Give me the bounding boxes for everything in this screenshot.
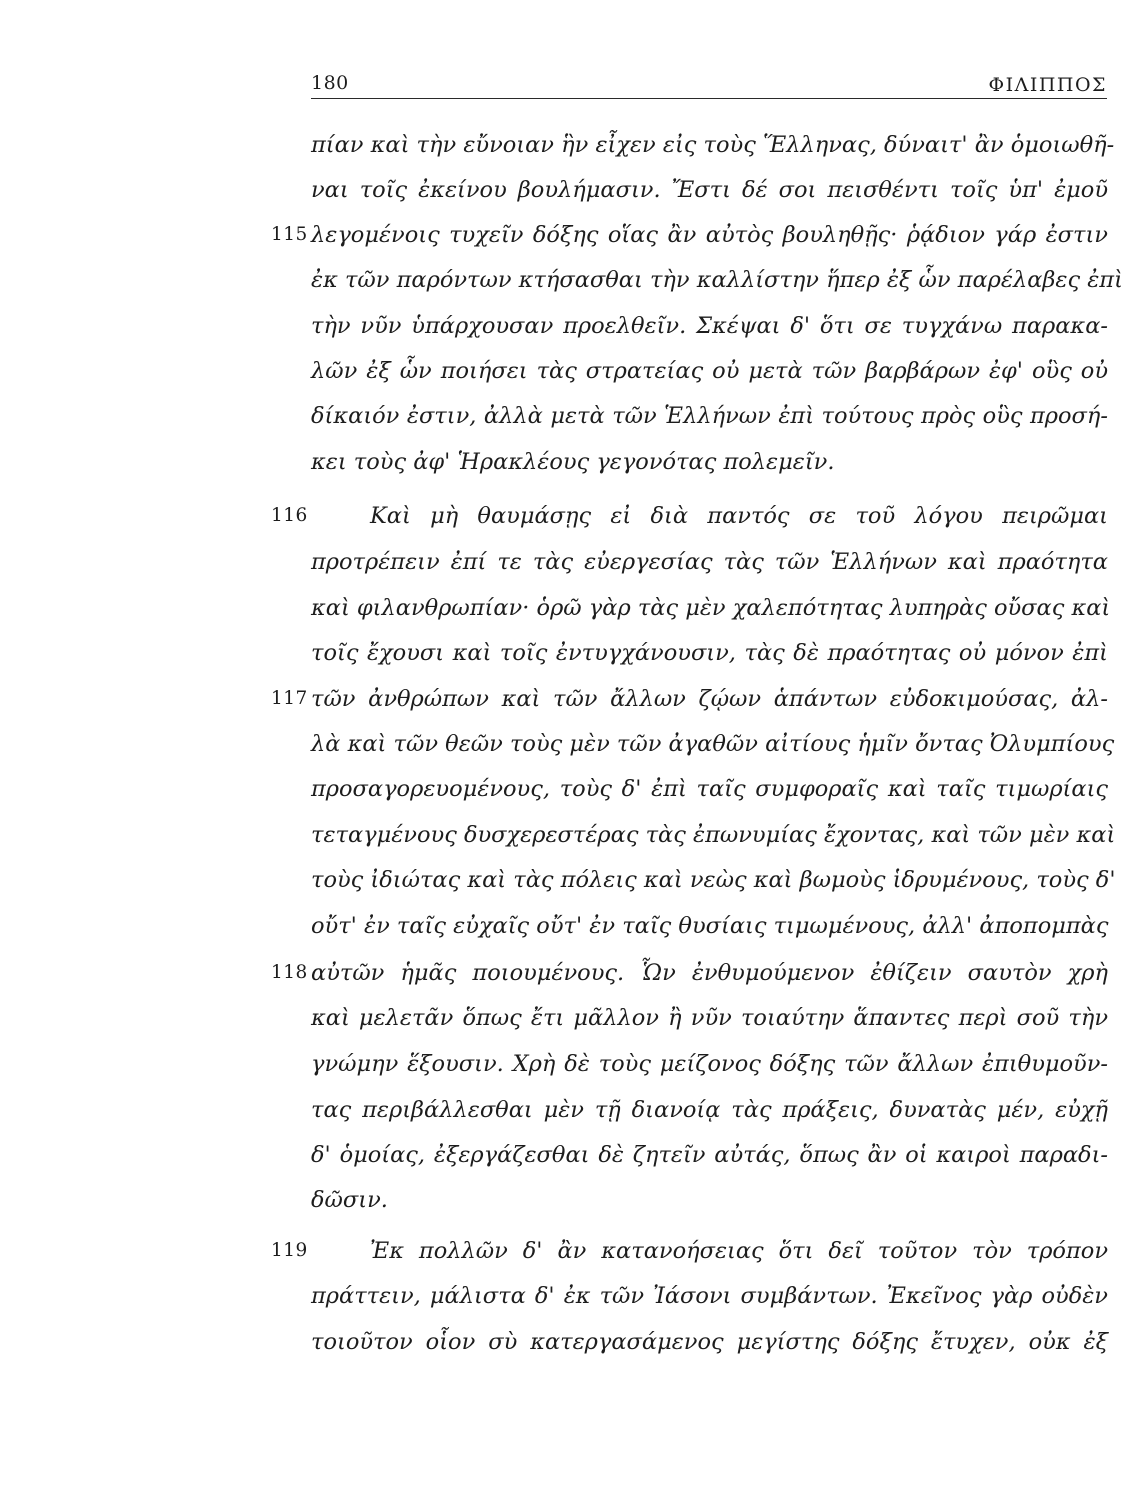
line-number: 118 [271,962,308,983]
text-line: τας περιβάλλεσθαι μὲν τῇ διανοίᾳ τὰς πράξεις, δυνατὰς μέν, εὐχῇ [311,1097,1108,1123]
text-line: τῶν ἀνθρώπων καὶ τῶν ἄλλων ζῴων ἁπάντων εὐδοκιμούσας, ἀλ- [311,686,1108,712]
text-line: τοιοῦτον οἷον σὺ κατεργασάμενος μεγίστης δόξης ἔτυχεν, οὐκ ἐξ [311,1329,1108,1355]
text-line: λὰ καὶ τῶν θεῶν τοὺς μὲν τῶν ἀγαθῶν αἰτίους ἡμῖν ὄντας Ὀλυμπίους [311,731,1115,757]
text-line: αὐτῶν ἡμᾶς ποιουμένους. Ὧν ἐνθυμούμενον ἐθίζειν σαυτὸν χρὴ [311,960,1108,986]
line-number: 119 [271,1240,308,1261]
text-line: προσαγορευομένους, τοὺς δ' ἐπὶ ταῖς συμφοραῖς καὶ ταῖς τιμωρίαις [311,776,1108,802]
page-number: 180 [311,72,349,94]
text-line: τεταγμένους δυσχερεστέρας τὰς ἐπωνυμίας ἔχοντας, καὶ τῶν μὲν καὶ [311,822,1116,848]
text-line: καὶ μελετᾶν ὅπως ἔτι μᾶλλον ἢ νῦν τοιαύτην ἅπαντες περὶ σοῦ τὴν [311,1005,1108,1031]
text-line: ναι τοῖς ἐκείνου βουλήμασιν. Ἔστι δέ σοι πεισθέντι τοῖς ὑπ' ἐμοῦ [311,177,1108,203]
text-line: λεγομένοις τυχεῖν δόξης οἵας ἂν αὐτὸς βουληθῇς· ῥᾴδιον γάρ ἐστιν [311,222,1108,248]
text-line: πράττειν, μάλιστα δ' ἐκ τῶν Ἰάσονι συμβάντων. Ἐκεῖνος γὰρ οὐδὲν [311,1283,1108,1309]
text-line: οὔτ' ἐν ταῖς εὐχαῖς οὔτ' ἐν ταῖς θυσίαις τιμωμένους, ἀλλ' ἀποπομπὰς [311,913,1109,939]
text-line: τὴν νῦν ὑπάρχουσαν προελθεῖν. Σκέψαι δ' ὅτι σε τυγχάνω παρακα- [311,313,1108,339]
running-title: ΦΙΛΙΠΠΟΣ [988,74,1107,96]
text-line: τοὺς ἰδιώτας καὶ τὰς πόλεις καὶ νεὼς καὶ βωμοὺς ἱδρυμένους, τοὺς δ' [311,867,1116,893]
text-line: Καὶ μὴ θαυμάσῃς εἰ διὰ παντός σε τοῦ λόγου πειρῶμαι [370,503,1108,529]
line-number: 115 [271,224,308,245]
text-line: τοῖς ἔχουσι καὶ τοῖς ἐντυγχάνουσιν, τὰς δὲ πραότητας οὐ μόνον ἐπὶ [311,640,1108,666]
text-line: ἐκ τῶν παρόντων κτήσασθαι τὴν καλλίστην ἥπερ ἐξ ὧν παρέλαβες ἐπὶ [311,267,1123,293]
text-line: δ' ὁμοίας, ἐξεργάζεσθαι δὲ ζητεῖν αὐτάς, ὅπως ἂν οἱ καιροὶ παραδι- [311,1142,1108,1168]
text-line: κει τοὺς ἀφ' Ἡρακλέους γεγονότας πολεμεῖν. [311,449,835,475]
text-line: πίαν καὶ τὴν εὔνοιαν ἣν εἶχεν εἰς τοὺς Ἕλληνας, δύναιτ' ἂν ὁμοιωθῆ- [311,132,1115,158]
text-line: λῶν ἐξ ὧν ποιήσει τὰς στρατείας οὐ μετὰ τῶν βαρβάρων ἐφ' οὓς οὐ [311,358,1108,384]
text-line: καὶ φιλανθρωπίαν· ὁρῶ γὰρ τὰς μὲν χαλεπότητας λυπηρὰς οὔσας καὶ [311,595,1111,621]
header-rule [311,98,1107,99]
text-line: γνώμην ἕξουσιν. Χρὴ δὲ τοὺς μείζονος δόξης τῶν ἄλλων ἐπιθυμοῦν- [311,1051,1108,1077]
line-number: 117 [271,688,308,709]
line-number: 116 [271,505,308,526]
text-line: δῶσιν. [311,1187,388,1213]
text-line: Ἐκ πολλῶν δ' ἂν κατανοήσειας ὅτι δεῖ τοῦτον τὸν τρόπον [370,1238,1108,1264]
text-line: προτρέπειν ἐπί τε τὰς εὐεργεσίας τὰς τῶν Ἑλλήνων καὶ πραότητα [311,549,1108,575]
text-line: δίκαιόν ἐστιν, ἀλλὰ μετὰ τῶν Ἑλλήνων ἐπὶ τούτους πρὸς οὓς προσή- [311,403,1108,429]
